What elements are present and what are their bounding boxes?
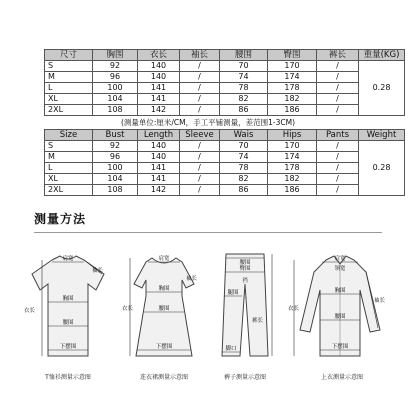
label-bust: 胸围 [158, 286, 170, 292]
label-waist: 腰围 [62, 320, 74, 326]
cell-length: 140 [138, 61, 180, 72]
cell-length: 141 [138, 174, 180, 185]
cell-pants: / [317, 61, 359, 72]
jacket-illustration [288, 250, 392, 370]
header-pants: 裤长 [317, 50, 359, 61]
label-sleeve: 袖长 [92, 268, 104, 274]
cell-hips: 178 [268, 83, 317, 94]
cell-sleeve: / [180, 83, 220, 94]
cell-sleeve: / [180, 94, 220, 105]
table-header-row [45, 130, 405, 141]
cell-sleeve: / [180, 152, 220, 163]
dress-caption: 连衣裙测量示意图 [139, 374, 188, 381]
label-pants-length: 裤长 [252, 318, 264, 324]
cell-size: S [45, 61, 93, 72]
label-hem: 下摆围 [155, 344, 173, 350]
table-row [45, 141, 405, 152]
dress-diagram [122, 250, 206, 370]
cell-sleeve: / [180, 185, 220, 196]
header-size: Size [45, 130, 93, 141]
jacket-diagram [288, 250, 392, 370]
cell-waist: 74 [220, 72, 268, 83]
cell-length: 140 [138, 152, 180, 163]
label-waist: 腰围 [334, 314, 346, 320]
jacket-caption: 上衣测量示意图 [320, 374, 363, 381]
header-waist: 腰围 [220, 50, 268, 61]
label-length: 衣长 [122, 306, 134, 312]
label-shoulder: 肩宽 [62, 256, 74, 262]
cell-size: L [45, 83, 93, 94]
label-collar: 领宽 [334, 266, 346, 272]
cell-bust: 100 [93, 83, 138, 94]
header-size: 尺寸 [45, 50, 93, 61]
cell-waist: 70 [220, 141, 268, 152]
table-row [45, 163, 405, 174]
size-table-chinese [44, 49, 405, 116]
section-divider [34, 232, 382, 233]
header-hips: Hips [268, 130, 317, 141]
label-thigh: 腿围 [227, 290, 239, 296]
tshirt-diagram [22, 250, 114, 370]
label-waist: 腰围 [158, 306, 170, 312]
pants-caption: 裤子测量示意图 [223, 374, 266, 381]
table-row [45, 61, 405, 72]
cell-pants: / [317, 94, 359, 105]
label-shoulder: 肩宽 [334, 256, 346, 262]
cell-bust: 108 [93, 185, 138, 196]
cell-bust: 104 [93, 94, 138, 105]
label-leg-opening: 脚口 [225, 346, 237, 352]
cell-pants: / [317, 174, 359, 185]
label-shoulder: 肩宽 [158, 256, 170, 262]
label-hem: 下摆围 [331, 344, 349, 350]
header-bust: Bust [93, 130, 138, 141]
label-hips: 臀围 [239, 266, 251, 272]
cell-size: M [45, 72, 93, 83]
cell-size: XL [45, 174, 93, 185]
cell-weight: 0.28 [359, 61, 405, 116]
cell-length: 142 [138, 105, 180, 116]
cell-hips: 186 [268, 105, 317, 116]
header-weight: 重量(KG) [359, 50, 405, 61]
pants-diagram [212, 250, 278, 370]
cell-pants: / [317, 185, 359, 196]
cell-pants: / [317, 72, 359, 83]
cell-bust: 100 [93, 163, 138, 174]
cell-bust: 92 [93, 61, 138, 72]
cell-pants: / [317, 152, 359, 163]
cell-waist: 78 [220, 83, 268, 94]
cell-pants: / [317, 105, 359, 116]
cell-size: 2XL [45, 185, 93, 196]
label-sleeve: 袖长 [374, 298, 386, 304]
label-hem: 下摆围 [59, 344, 77, 350]
tshirt-caption: T恤衫测量示意图 [45, 374, 91, 381]
cell-bust: 96 [93, 72, 138, 83]
cell-length: 140 [138, 72, 180, 83]
cell-sleeve: / [180, 174, 220, 185]
cell-hips: 170 [268, 141, 317, 152]
cell-waist: 82 [220, 174, 268, 185]
header-pants: Pants [317, 130, 359, 141]
header-sleeve: Sleeve [180, 130, 220, 141]
dress-illustration [122, 250, 206, 370]
cell-size: M [45, 152, 93, 163]
table-row [45, 94, 405, 105]
table-row [45, 185, 405, 196]
cell-hips: 170 [268, 61, 317, 72]
label-sleeve: 袖长 [186, 276, 198, 282]
table-row [45, 105, 405, 116]
tshirt-illustration [22, 250, 114, 370]
cell-pants: / [317, 83, 359, 94]
header-hips: 臀围 [268, 50, 317, 61]
cell-sleeve: / [180, 141, 220, 152]
header-weight: Weight [359, 130, 405, 141]
cell-length: 141 [138, 83, 180, 94]
cell-hips: 174 [268, 152, 317, 163]
cell-weight: 0.28 [359, 141, 405, 196]
table-row [45, 83, 405, 94]
label-length: 衣长 [288, 306, 300, 312]
cell-length: 141 [138, 163, 180, 174]
cell-length: 140 [138, 141, 180, 152]
cell-waist: 74 [220, 152, 268, 163]
cell-waist: 86 [220, 105, 268, 116]
cell-waist: 78 [220, 163, 268, 174]
label-bust: 胸围 [62, 296, 74, 302]
label-bust: 胸围 [334, 288, 346, 294]
label-waist: 腰围 [239, 260, 251, 266]
cell-waist: 86 [220, 185, 268, 196]
cell-waist: 70 [220, 61, 268, 72]
header-sleeve: 袖长 [180, 50, 220, 61]
cell-bust: 108 [93, 105, 138, 116]
measurement-note: (测量单位:厘米/CM，手工平铺测量，差范围1-3CM) [120, 118, 296, 127]
cell-hips: 174 [268, 72, 317, 83]
cell-length: 142 [138, 185, 180, 196]
cell-size: 2XL [45, 105, 93, 116]
section-title: 测量方法 [34, 212, 87, 226]
header-waist: Wais [220, 130, 268, 141]
cell-sleeve: / [180, 61, 220, 72]
table-row [45, 152, 405, 163]
cell-sleeve: / [180, 72, 220, 83]
header-bust: 胸围 [93, 50, 138, 61]
label-length: 衣长 [24, 308, 36, 314]
cell-size: L [45, 163, 93, 174]
table-row [45, 72, 405, 83]
cell-pants: / [317, 163, 359, 174]
cell-hips: 182 [268, 94, 317, 105]
header-length: Length [138, 130, 180, 141]
cell-length: 141 [138, 94, 180, 105]
pants-illustration [212, 250, 278, 370]
cell-hips: 182 [268, 174, 317, 185]
cell-pants: / [317, 141, 359, 152]
cell-bust: 96 [93, 152, 138, 163]
cell-waist: 82 [220, 94, 268, 105]
cell-size: S [45, 141, 93, 152]
cell-bust: 104 [93, 174, 138, 185]
cell-hips: 186 [268, 185, 317, 196]
label-crotch: 裆 [242, 278, 248, 284]
table-row [45, 174, 405, 185]
header-length: 衣长 [138, 50, 180, 61]
cell-sleeve: / [180, 163, 220, 174]
cell-sleeve: / [180, 105, 220, 116]
cell-size: XL [45, 94, 93, 105]
cell-bust: 92 [93, 141, 138, 152]
cell-hips: 178 [268, 163, 317, 174]
table-header-row [45, 50, 405, 61]
size-table-english [44, 129, 405, 196]
